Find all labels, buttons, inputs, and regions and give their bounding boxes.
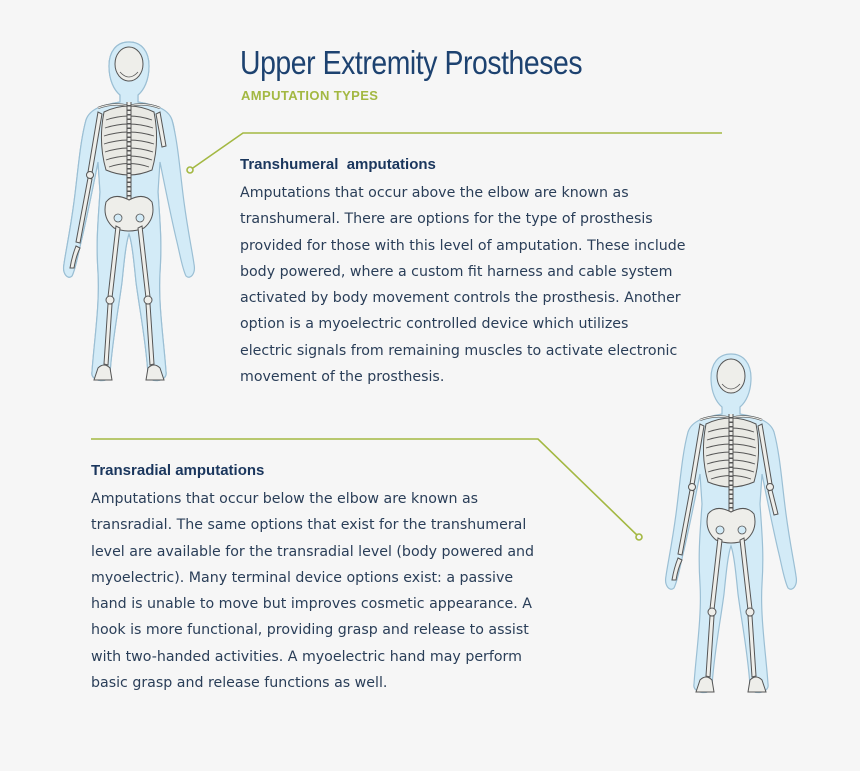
body-line: with two-handed activities. A myoelectric hand may perform	[91, 648, 522, 665]
right-skeleton-figure	[666, 354, 797, 693]
body-line: body powered, where a custom fit harness and cable system	[240, 263, 673, 280]
body-line: hand is unable to move but improves cosmetic appearance. A	[91, 596, 532, 613]
body-line: electric signals from remaining muscles to activate electronic	[240, 342, 678, 359]
section-transradial	[91, 461, 591, 696]
body-line: Amputations that occur below the elbow are known as	[91, 491, 479, 507]
body-line: transhumeral. There are options for the type of prosthesis	[240, 211, 653, 228]
section-body	[240, 180, 740, 390]
body-line: Amputations that occur above the elbow are known as	[240, 185, 629, 201]
section-body	[91, 486, 591, 696]
section-heading: Transhumeral amputations	[240, 156, 436, 173]
section-heading: Transradial amputations	[91, 462, 265, 479]
body-line: provided for those with this level of amputation. These include	[240, 237, 686, 254]
body-line: activated by body movement controls the prosthesis. Another	[240, 290, 681, 307]
body-line: movement of the prosthesis.	[240, 369, 445, 386]
left-skeleton-figure	[64, 42, 195, 381]
body-line: option is a myoelectric controlled device which utilizes	[240, 316, 629, 333]
body-line: basic grasp and release functions as well.	[91, 675, 388, 692]
body-line: level are available for the transradial level (body powered and	[91, 543, 535, 560]
body-line: myoelectric). Many terminal device options exist: a passive	[91, 569, 514, 586]
page-subtitle: AMPUTATION TYPES	[241, 88, 379, 103]
page-title: Upper Extremity Prostheses	[240, 44, 583, 81]
body-line: hook is more functional, providing grasp and release to assist	[91, 622, 529, 639]
section-transhumeral	[240, 155, 740, 390]
body-line: transradial. The same options that exist for the transhumeral	[91, 517, 527, 534]
